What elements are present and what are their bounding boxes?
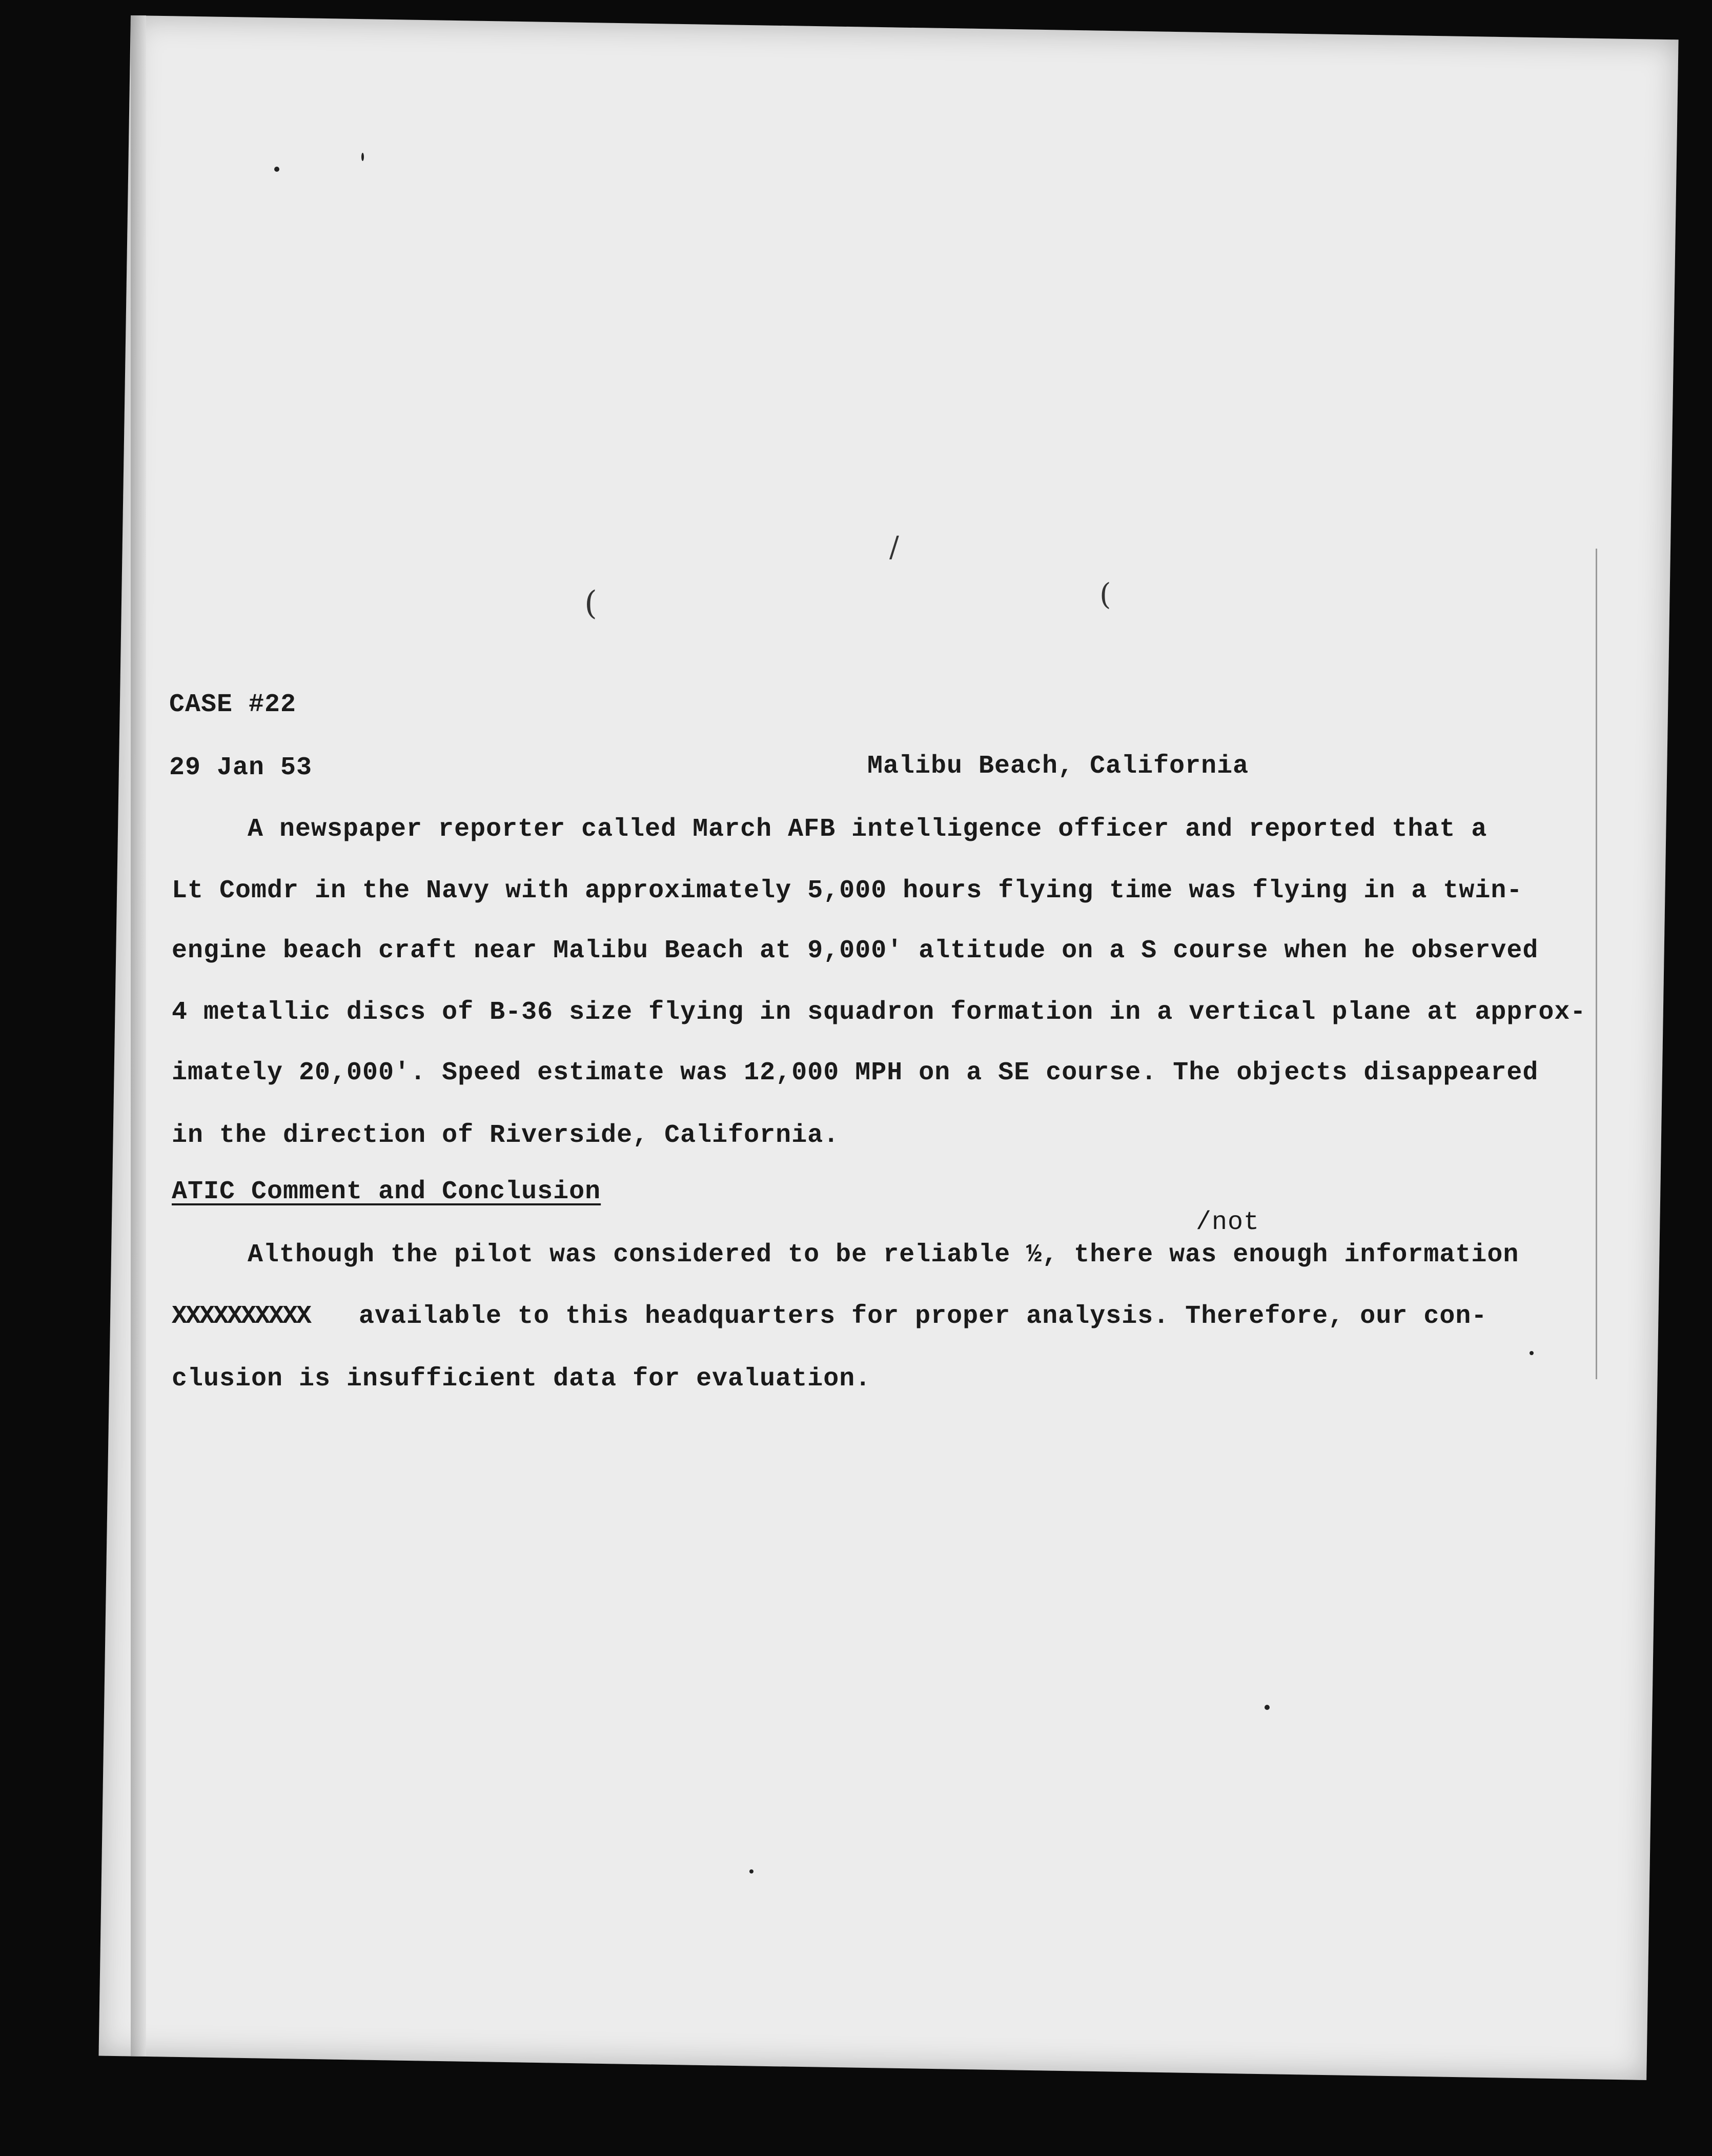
- conclusion-line: Although the pilot was considered to be reliable ½, there was enough information: [248, 1240, 1519, 1270]
- handwritten-insertion: /not: [1196, 1208, 1260, 1237]
- page-edge-shadow: [131, 15, 146, 2056]
- stray-mark: [361, 153, 364, 161]
- stray-mark: (: [584, 585, 597, 622]
- document-page: [98, 15, 1678, 2080]
- conclusion-line: available to this headquarters for proper analysis. Therefore, our con-: [359, 1302, 1487, 1331]
- struck-out-text: XXXXXXXXXX: [172, 1302, 311, 1331]
- report-location: Malibu Beach, California: [867, 752, 1249, 781]
- report-line: Lt Comdr in the Navy with approximately 5,000 hours flying time was flying in a twin-: [172, 876, 1523, 905]
- report-line: imately 20,000'. Speed estimate was 12,000 MPH on a SE course. The objects disappeared: [172, 1058, 1539, 1087]
- report-line: A newspaper reporter called March AFB intelligence officer and reported that a: [248, 815, 1487, 844]
- conclusion-line: clusion is insufficient data for evaluation.: [172, 1364, 871, 1394]
- report-line: 4 metallic discs of B-36 size flying in squadron formation in a vertical plane at approx-: [172, 998, 1586, 1027]
- right-margin-line: [1596, 549, 1597, 1379]
- report-line: engine beach craft near Malibu Beach at 9,000' altitude on a S course when he observed: [172, 936, 1539, 965]
- stray-mark: /: [889, 531, 899, 564]
- stray-mark: [1265, 1705, 1270, 1710]
- stray-mark: (: [1099, 577, 1111, 612]
- case-number: CASE #22: [169, 690, 297, 719]
- stray-mark: [749, 1869, 753, 1873]
- report-date: 29 Jan 53: [169, 753, 313, 782]
- stray-mark: [274, 167, 279, 172]
- stray-mark: [1530, 1351, 1534, 1355]
- section-heading: ATIC Comment and Conclusion: [172, 1177, 601, 1206]
- report-line: in the direction of Riverside, California.: [172, 1121, 840, 1150]
